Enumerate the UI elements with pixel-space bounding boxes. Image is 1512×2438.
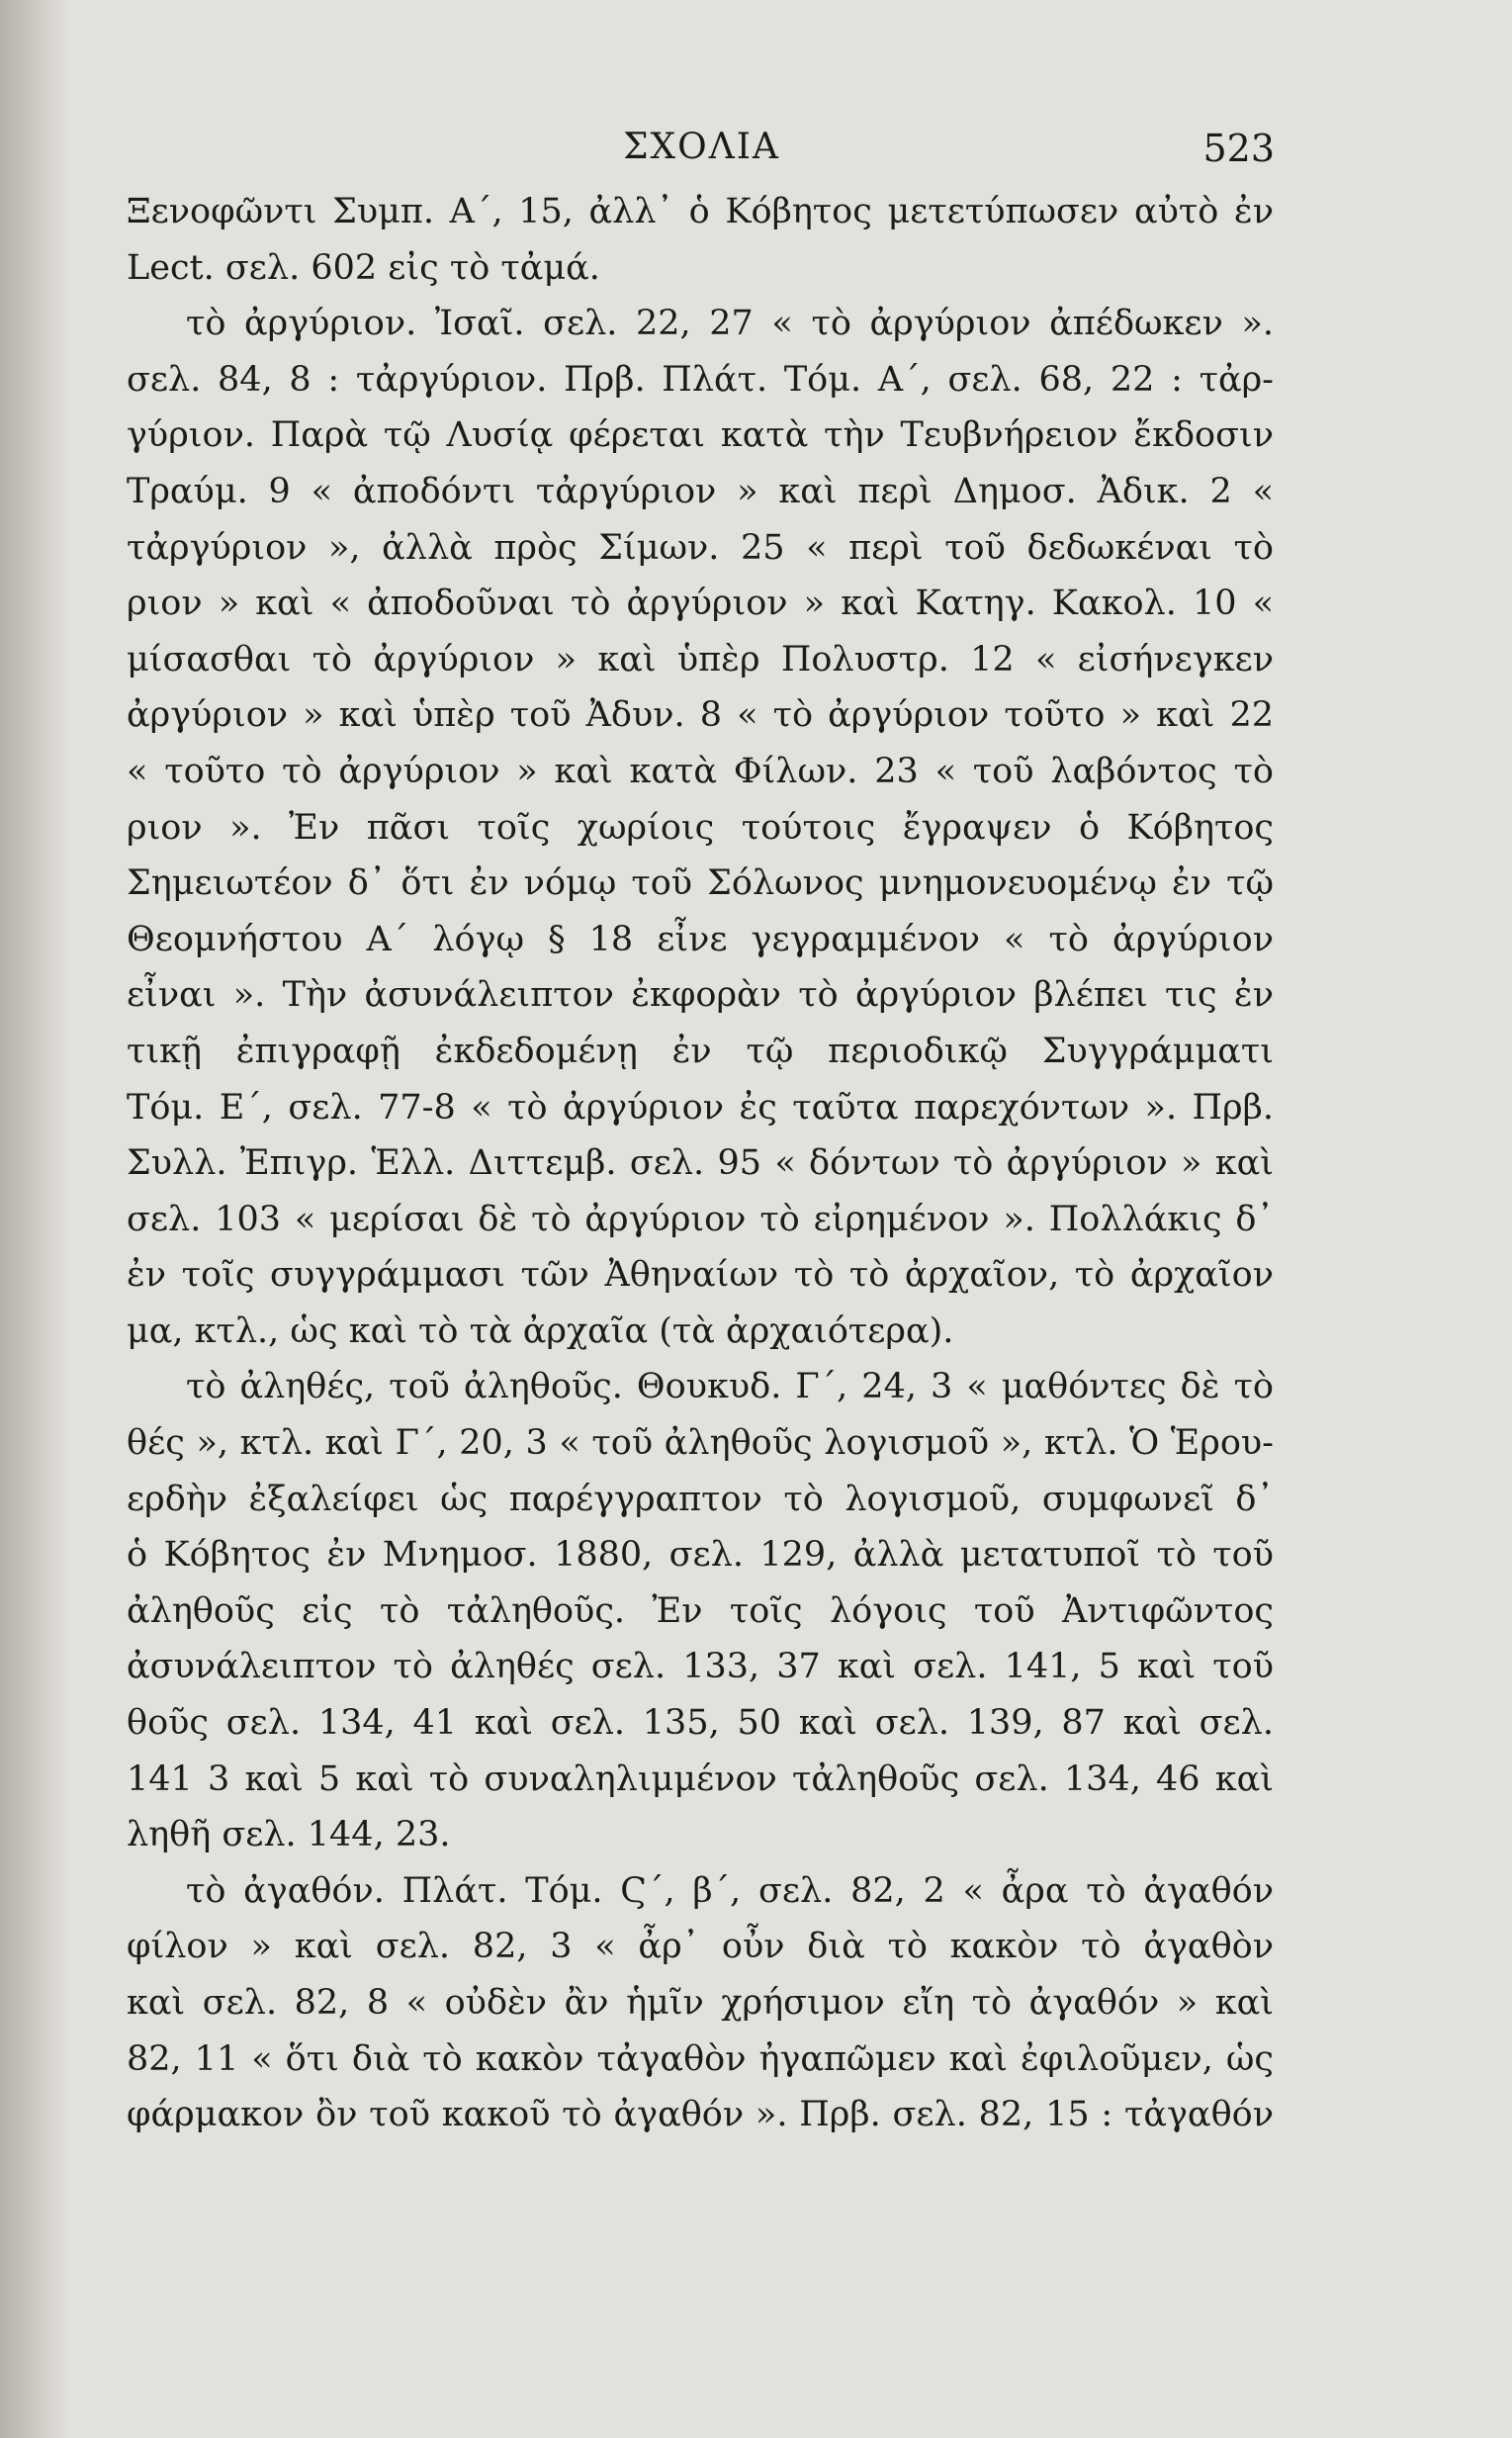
- text-line: 141 3 καὶ 5 καὶ τὸ συναληλιμμένον τἀληθοῦς σελ. 134, 46 καὶ: [127, 1759, 1274, 1799]
- text-line: σελ. 103 « μερίσαι δὲ τὸ ἀργύριον τὸ εἰρημένον ». Πολλάκις δ᾽: [127, 1199, 1274, 1239]
- text-line: σελ. 84, 8 : τἀργύριον. Πρβ. Πλάτ. Τόμ. Α΄, σελ. 68, 22 : τἀρ-: [127, 359, 1274, 400]
- text-line: Τραύμ. 9 « ἀποδόντι τἀργύριον » καὶ περὶ Δημοσ. Ἀδικ. 2 «: [127, 471, 1274, 511]
- text-line: ερδὴν ἐξαλείφει ὡς παρέγγραπτον τὸ λογισμοῦ, συμφωνεῖ δ᾽: [127, 1479, 1274, 1519]
- text-line: θές », κτλ. καὶ Γ΄, 20, 3 « τοῦ ἀληθοῦς λογισμοῦ », κτλ. Ὁ Ἑρου-: [127, 1423, 1274, 1464]
- running-head: [129, 127, 1275, 176]
- text-line: ληθῆ σελ. 144, 23.: [127, 1815, 451, 1855]
- text-line: 82, 11 « ὅτι διὰ τὸ κακὸν τἀγαθὸν ἠγαπῶμεν καὶ ἐφιλοῦμεν, ὡς: [127, 2038, 1274, 2079]
- text-line: Ξενοφῶντι Συμπ. Α΄, 15, ἀλλ᾽ ὁ Κόβητος μετετύπωσεν αὐτὸ ἐν: [127, 192, 1274, 231]
- text-line: τὸ ἀγαθόν. Πλάτ. Τόμ. Ϛ΄, β΄, σελ. 82, 2 « ἆρα τὸ ἀγαθόν: [186, 1870, 1274, 1911]
- text-line: ὁ Κόβητος ἐν Μνημοσ. 1880, σελ. 129, ἀλλὰ μετατυποῖ τὸ τοῦ: [127, 1535, 1274, 1576]
- text-line: φάρμακον ὂν τοῦ κακοῦ τὸ ἀγαθόν ». Πρβ. σελ. 82, 15 : τἀγαθόν: [127, 2095, 1274, 2135]
- text-line: ριον ». Ἐν πᾶσι τοῖς χωρίοις τούτοις ἔγραψεν ὁ Κόβητος: [127, 807, 1274, 848]
- page-number: 523: [1202, 127, 1275, 170]
- text-line: Τόμ. Ε΄, σελ. 77-8 « τὸ ἀργύριον ἐς ταῦτα παρεχόντων ». Πρβ.: [127, 1087, 1274, 1128]
- page-gutter-shadow: [0, 0, 69, 2438]
- text-line: μα, κτλ., ὡς καὶ τὸ τὰ ἀρχαῖα (τὰ ἀρχαιότερα).: [127, 1310, 954, 1351]
- text-line: ριον » καὶ « ἀποδοῦναι τὸ ἀργύριον » καὶ Κατηγ. Κακολ. 10 «: [127, 584, 1274, 624]
- text-line: θοῦς σελ. 134, 41 καὶ σελ. 135, 50 καὶ σελ. 139, 87 καὶ σελ.: [127, 1703, 1274, 1744]
- text-line: γύριον. Παρὰ τῷ Λυσίᾳ φέρεται κατὰ τὴν Τευβνήρειον ἔκδοσιν: [127, 415, 1274, 456]
- text-line: « τοῦτο τὸ ἀργύριον » καὶ κατὰ Φίλων. 23 « τοῦ λαβόντος τὸ: [127, 751, 1274, 791]
- text-line: ἀσυνάλειπτον τὸ ἀληθές σελ. 133, 37 καὶ σελ. 141, 5 καὶ τοῦ: [127, 1647, 1274, 1687]
- text-line: τικῇ ἐπιγραφῇ ἐκδεδομένῃ ἐν τῷ περιοδικῷ Συγγράμματι: [127, 1031, 1274, 1071]
- text-line: ἀληθοῦς εἰς τὸ τἀληθοῦς. Ἐν τοῖς λόγοις τοῦ Ἀντιφῶντος: [127, 1590, 1274, 1631]
- text-line: Θεομνήστου Α΄ λόγῳ § 18 εἶνε γεγραμμένον « τὸ ἀργύριον: [127, 919, 1274, 959]
- body-text: [127, 184, 1274, 2143]
- text-line: εἶναι ». Τὴν ἀσυνάλειπτον ἐκφορὰν τὸ ἀργύριον βλέπει τις ἐν: [127, 975, 1274, 1016]
- text-line: μίσασθαι τὸ ἀργύριον » καὶ ὑπὲρ Πολυστρ. 12 « εἰσήνεγκεν: [127, 639, 1274, 679]
- text-line: τἀργύριον », ἀλλὰ πρὸς Σίμων. 25 « περὶ τοῦ δεδωκέναι τὸ: [127, 527, 1274, 568]
- text-line: τὸ ἀληθές, τοῦ ἀληθοῦς. Θουκυδ. Γ΄, 24, 3 « μαθόντες δὲ τὸ: [186, 1367, 1274, 1407]
- text-line: Lect. σελ. 602 εἰς τὸ τἀμά.: [127, 247, 600, 288]
- section-title: ΣΧΟΛΙΑ: [623, 127, 780, 167]
- text-line: ἐν τοῖς συγγράμμασι τῶν Ἀθηναίων τὸ τὸ ἀρχαῖον, τὸ ἀρχαῖον: [127, 1255, 1274, 1296]
- text-line: Σημειωτέον δ᾽ ὅτι ἐν νόμῳ τοῦ Σόλωνος μνημονευομένῳ ἐν τῷ: [127, 863, 1274, 904]
- text-line: Συλλ. Ἐπιγρ. Ἑλλ. Διττεμβ. σελ. 95 « δόντων τὸ ἀργύριον » καὶ: [127, 1143, 1274, 1184]
- text-line: φίλον » καὶ σελ. 82, 3 « ἆρ᾽ οὖν διὰ τὸ κακὸν τὸ ἀγαθὸν: [127, 1927, 1274, 1967]
- text-line: τὸ ἀργύριον. Ἰσαῖ. σελ. 22, 27 « τὸ ἀργύριον ἀπέδωκεν ».: [186, 304, 1274, 344]
- text-line: ἀργύριον » καὶ ὑπὲρ τοῦ Ἀδυν. 8 « τὸ ἀργύριον τοῦτο » καὶ 22: [127, 695, 1274, 736]
- text-line: καὶ σελ. 82, 8 « οὐδὲν ἂν ἡμῖν χρήσιμον εἴη τὸ ἀγαθόν » καὶ: [127, 1983, 1274, 2023]
